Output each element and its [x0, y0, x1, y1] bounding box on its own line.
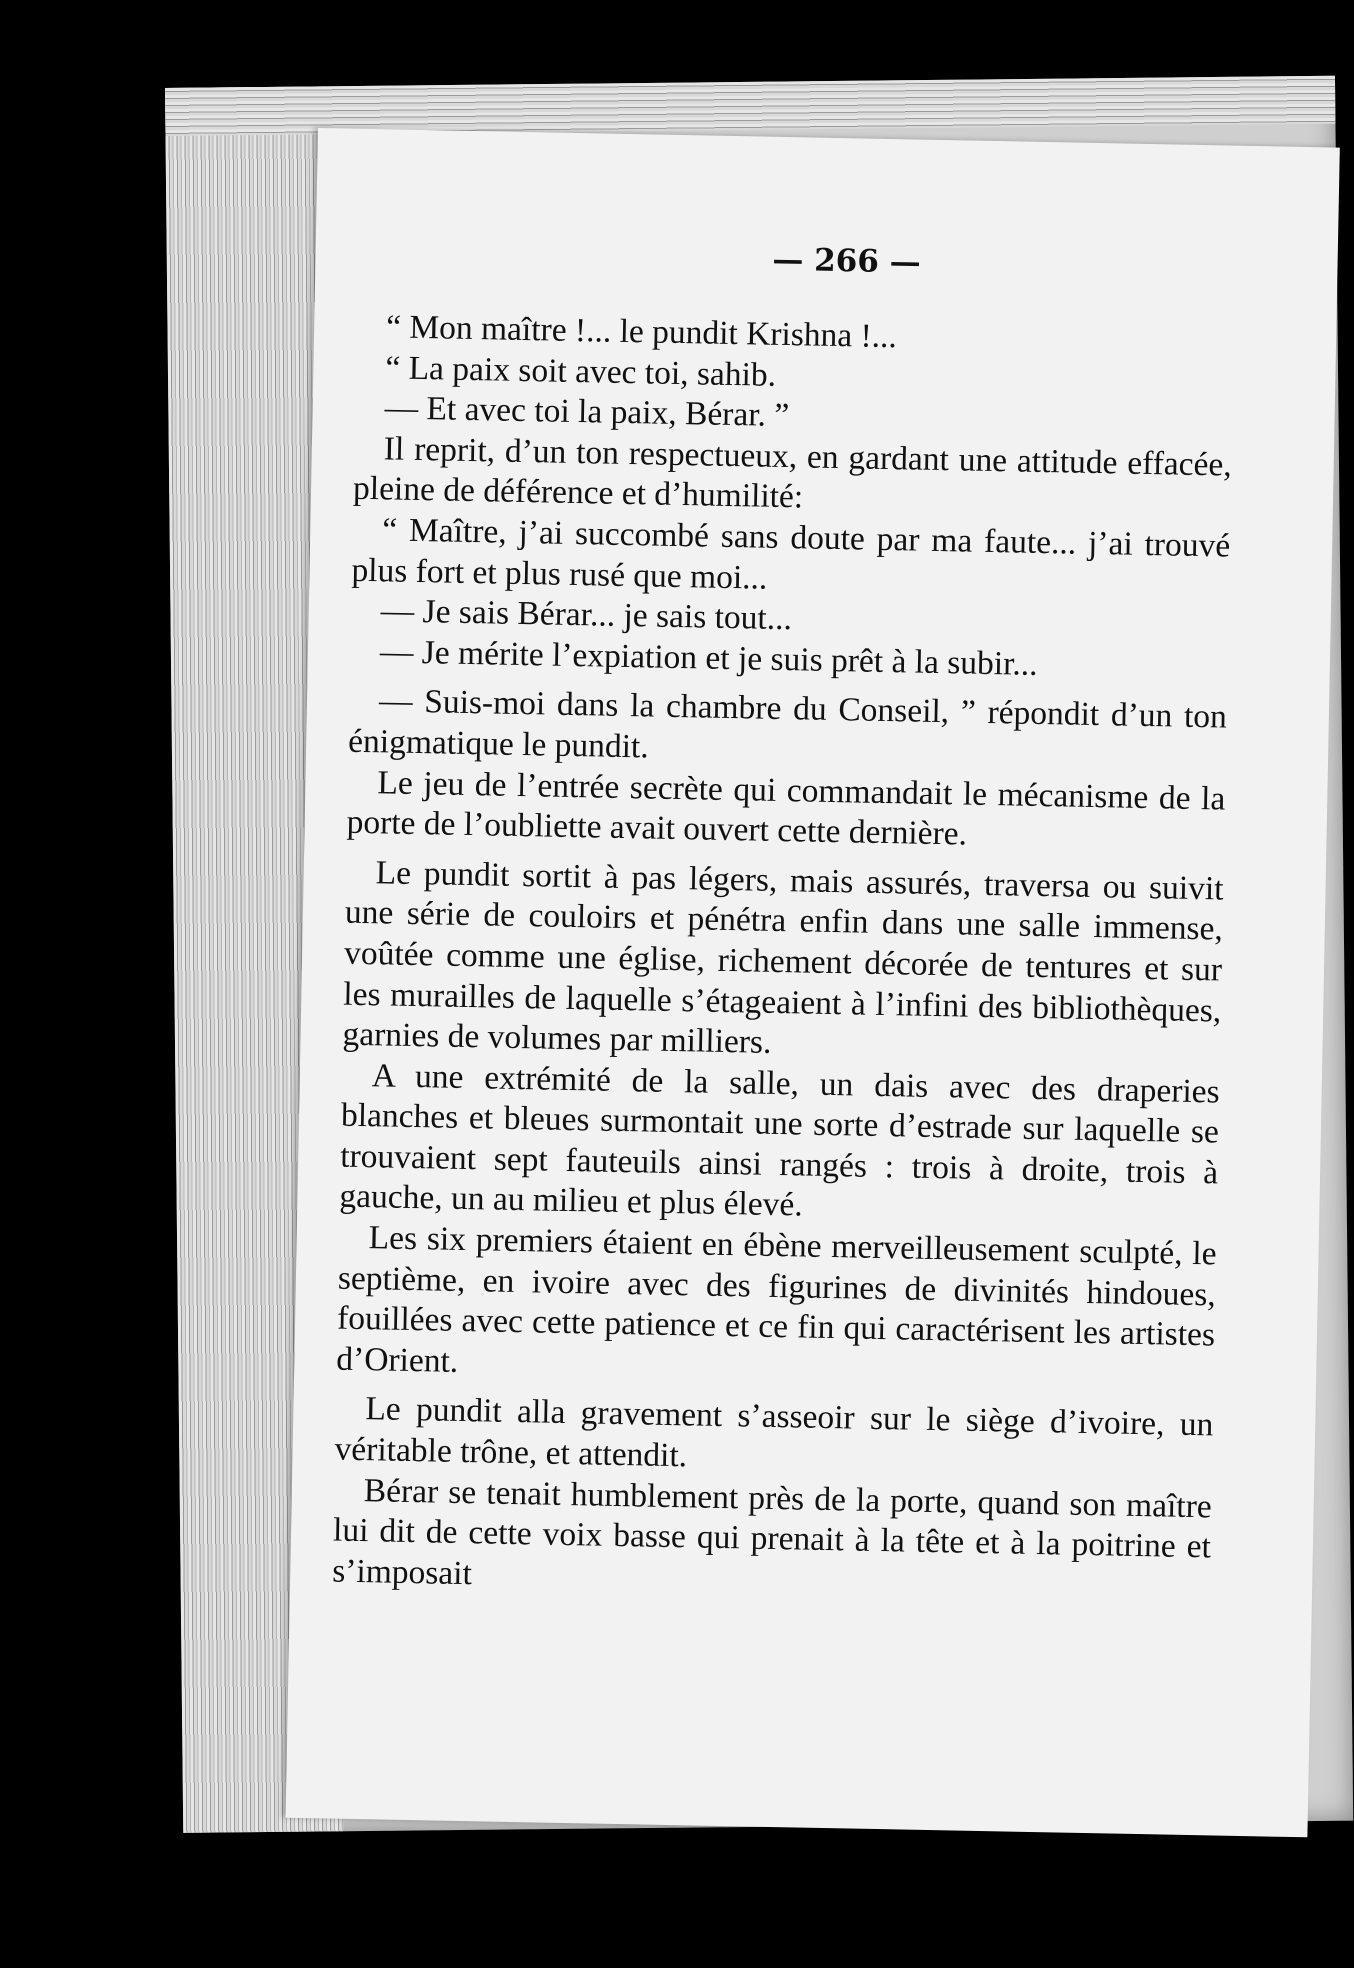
paragraph: “ Maître, j’ai succombé sans doute par ma faute... j’ai trouvé plus fort et plus rusé que moi...	[351, 511, 1231, 597]
paragraph: Le pundit alla gravement s’asseoir sur le siège d’ivoire, un véritable trône, et attendit.	[334, 1390, 1214, 1475]
page-number: — 266 —	[772, 241, 922, 281]
paragraph: Bérar se tenait humblement près de la porte, quand son maître lui dit de cette voix basse qui prenait à la tête et à la poitrine et s’imposait	[331, 1471, 1213, 1593]
paragraph: — Je sais Bérar... je sais tout...	[380, 592, 793, 638]
paragraph: “ Mon maître !... le pundit Krishna !...	[385, 308, 898, 356]
paragraph: — Suis-moi dans la chambre du Conseil, ” répondit d’un ton énigmatique le pundit.	[347, 682, 1228, 766]
body-text	[332, 307, 1235, 1609]
paragraph: — Et avec toi la paix, Bérar. ”	[384, 389, 790, 435]
paragraph: Il reprit, d’un ton respectueux, en gardant une attitude effacée, pleine de déférence et d’humilité:	[352, 430, 1233, 516]
paragraph: Les six premiers étaient en ébène merveilleusement sculpté, le septième, en ivoire avec des figurines de divinités hindoues, fouillées avec cette patience et ce fin qui caractérisent les artistes d’Orient.	[336, 1219, 1217, 1380]
book-page	[286, 128, 1340, 1837]
paragraph: Le jeu de l’entrée secrète qui commandait le mécanisme de la porte de l’oubliette avait ouvert cette dernière.	[346, 763, 1226, 853]
paragraph: — Je mérite l’expiation et je suis prêt à la subir...	[379, 633, 1038, 683]
paragraph: “ La paix soit avec toi, sahib.	[385, 348, 777, 394]
paragraph: A une extrémité de la salle, un dais avec des draperies blanches et bleues surmontait une sorte d’estrade sur laquelle se trouvaient sept fauteuils ainsi rangés : trois à droite, trois à gauche, un au milieu et plus élevé.	[339, 1056, 1221, 1224]
paragraph: Le pundit sortit à pas légers, mais assurés, traversa ou suivit une série de couloirs et pénétra enfin dans une salle immense, voûtée comme une église, richement décorée de tentures et sur les murailles de laquelle s’étageaient à l’infini des bibliothèques, garnies de volumes par milliers.	[342, 853, 1224, 1061]
